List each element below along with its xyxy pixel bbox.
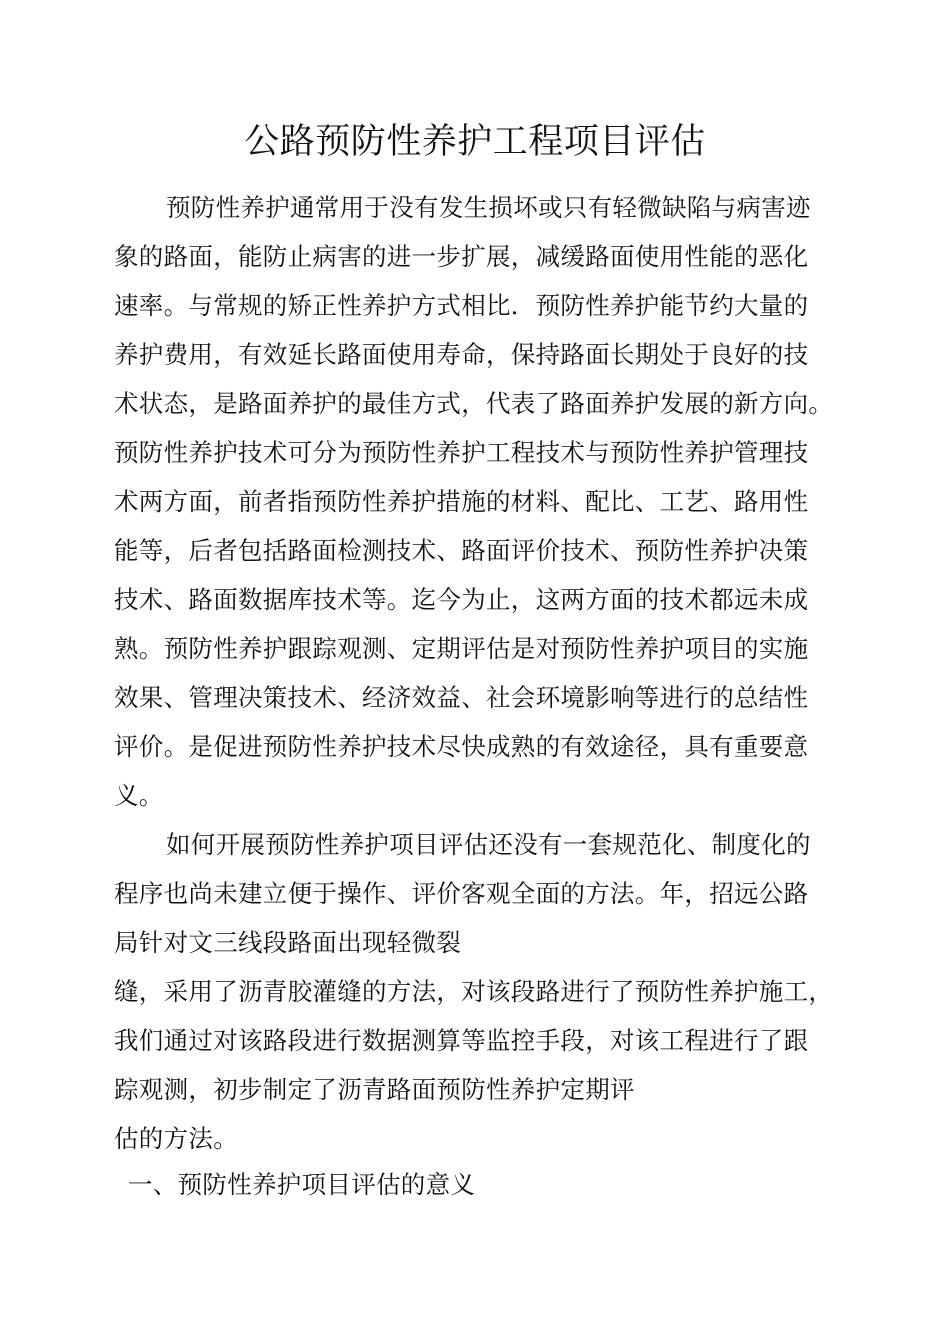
paragraph-line: 缝，采用了沥青胶灌缝的方法，对该段路进行了预防性养护施工，	[114, 977, 834, 1006]
paragraph-line: 预防性养护技术可分为预防性养护工程技术与预防性养护管理技	[114, 438, 809, 467]
paragraph-line: 养护费用，有效延长路面使用寿命，保持路面长期处于良好的技	[114, 340, 809, 369]
paragraph-line: 程序也尚未建立便于操作、评价客观全面的方法。年，招远公路	[114, 879, 809, 908]
paragraph-line: 术两方面，前者指预防性养护措施的材料、配比、工艺、路用性	[114, 487, 809, 516]
paragraph-line: 象的路面，能防止病害的进一步扩展，减缓路面使用性能的恶化	[114, 242, 809, 271]
section-heading: 一、预防性养护项目评估的意义	[128, 1170, 476, 1199]
paragraph-line: 技术、路面数据库技术等。迄今为止，这两方面的技术都远未成	[114, 585, 809, 614]
paragraph-line: 术状态，是路面养护的最佳方式，代表了路面养护发展的新方向。	[114, 389, 834, 418]
paragraph-line: 估的方法。	[114, 1124, 238, 1153]
paragraph-line: 局针对文三线段路面出现轻微裂	[114, 928, 462, 957]
paragraph-line: 速率。与常规的矫正性养护方式相比．预防性养护能节约大量的	[114, 291, 809, 320]
paragraph-line: 如何开展预防性养护项目评估还没有一套规范化、制度化的	[166, 830, 811, 859]
paragraph-line: 踪观测，初步制定了沥青路面预防性养护定期评	[114, 1075, 635, 1104]
paragraph-line: 评价。是促进预防性养护技术尽快成熟的有效途径，具有重要意	[114, 732, 809, 761]
paragraph-line: 熟。预防性养护跟踪观测、定期评估是对预防性养护项目的实施	[114, 634, 809, 663]
document-title: 公路预防性养护工程项目评估	[244, 122, 706, 162]
paragraph-line: 能等，后者包括路面检测技术、路面评价技术、预防性养护决策	[114, 536, 809, 565]
paragraph-line: 预防性养护通常用于没有发生损坏或只有轻微缺陷与病害迹	[166, 193, 811, 222]
paragraph-line: 义。	[114, 781, 164, 810]
paragraph-line: 效果、管理决策技术、经济效益、社会环境影响等进行的总结性	[114, 683, 809, 712]
paragraph-line: 我们通过对该路段进行数据测算等监控手段，对该工程进行了跟	[114, 1026, 809, 1055]
